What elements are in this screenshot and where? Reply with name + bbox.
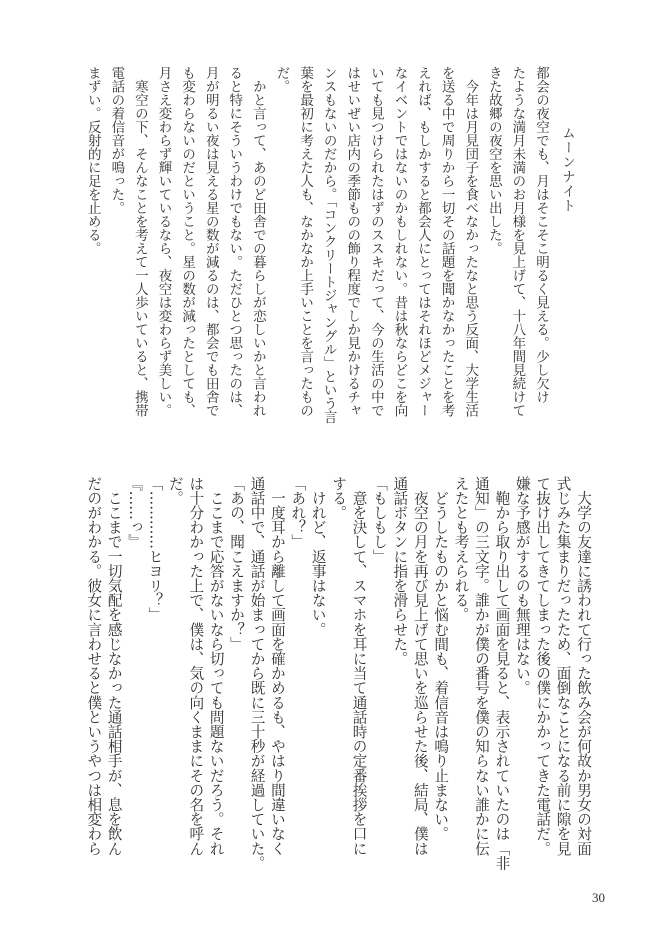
text-line: はせいぜい店内の季節ものの飾り程度でしか見かけるチャ [344,66,361,417]
text-line: 嫌な予感がするのも無理はない。 [513,476,531,695]
text-line: 夜空の月を再び見上げて思いを巡らせた後、結局、僕は [411,476,429,856]
text-line: て抜け出してきてしまった後の僕にかかってきた電話だ。 [534,476,552,856]
text-line: 通知」の三文字。誰かが僕の番号を僕の知らない誰かに伝 [472,476,490,856]
text-line: 電話の着信音が鳴った。 [108,66,125,215]
text-line: ここまで応答がないなら切っても問題ないだろう。それ [207,476,225,856]
text-line: えれば、もしかすると都会人にとってはそれほどメジャー [415,66,432,417]
text-line: 「あれ？」 [289,476,307,549]
text-line: なイベントではないのかもしれない。昔は秋ならどこを向 [391,66,408,417]
text-line: かと言って、あのど田舎での暮らしが恋しいかと言われ [249,66,266,417]
text-line: 今年は月見団子を食べなかったなと思う反面、大学生活 [462,66,479,417]
text-line: ここまで一切気配を感じなかった通話相手が、息を飲ん [105,476,123,856]
text-line: ると特にそういうわけでもない。ただひとつ思ったのは、 [226,66,243,417]
text-line: だのがわかる。彼女に言わせると僕というやつは相変わら [85,476,103,856]
text-line: 大学の友達に誘われて行った飲み会が何故か男女の対面 [575,476,592,856]
chapter-title: ムーンナイト [559,126,575,213]
text-line: を送る中で周りから一切その話題を聞かなかったことを考 [438,66,455,417]
text-line: 式じみた集まりだったため、面倒なことになる前に隙を見 [554,476,572,856]
body-text-lower [83,476,593,871]
text-line: する。 [330,476,348,520]
text-line: たような満月未満のお月様を見上げて、十八年間見続けて [509,66,526,417]
page-number: 30 [592,890,605,905]
text-line: だ。 [273,66,290,93]
text-line: 月さえ変わらず輝いているなら、夜空は変わらず美しい。 [155,66,172,417]
text-line: 鞄から取り出して画面を見ると、表示されていたのは「非 [493,476,511,871]
text-line: 寒空の下、そんなことを考えて一人歩いていると、携帯 [131,66,148,417]
text-line: えたとも考えられる。 [452,476,470,622]
text-line: 「もしもし」 [370,476,388,564]
text-line: 一度耳から離して画面を確かめるも、やはり間違いなく [268,476,286,856]
text-line: まずい。反射的に足を止める。 [84,66,101,255]
text-line: 「あの、聞こえますか？」 [228,476,246,652]
text-line: いても見つけられたはずのススキだって、今の生活の中で [367,66,384,417]
body-text-upper [80,66,552,422]
text-line: どうしたものかと悩む間も、着信音は鳴り止まない。 [432,476,450,841]
text-line: 通話ボタンに指を滑らせた。 [391,476,409,666]
text-line: 「…………ヒヨリ？」 [146,476,164,622]
text-line: 都会の夜空でも、月はそこそこ明るく見える。少し欠け [533,66,549,404]
text-line: だ。 [166,476,184,506]
text-line: も変わらないのだということ。星の数が減ったとしても、 [179,66,196,417]
text-line: けれど、返事はない。 [309,476,327,637]
text-line: きた故郷の夜空を思い出した。 [485,66,502,255]
text-line: 葉を最初に考えた人も、なかなか上手いことを言ったもの [297,66,314,417]
text-line: 意を決して、スマホを耳に当て通話時の定番挨拶を口に [350,476,368,856]
text-line: ンスもないのだから。「コンクリートジャングル」という言 [320,66,337,424]
text-line: は十分わかった上で、僕は、気の向くままにその名を呼ん [187,476,205,856]
text-line: 『……っ』 [126,476,144,549]
text-line: 月が明るい夜は見える星の数が減るのは、都会でも田舎で [202,66,219,417]
text-line: 通話中で、通話が始まってから既に三十秒が経過していた。 [248,476,266,871]
